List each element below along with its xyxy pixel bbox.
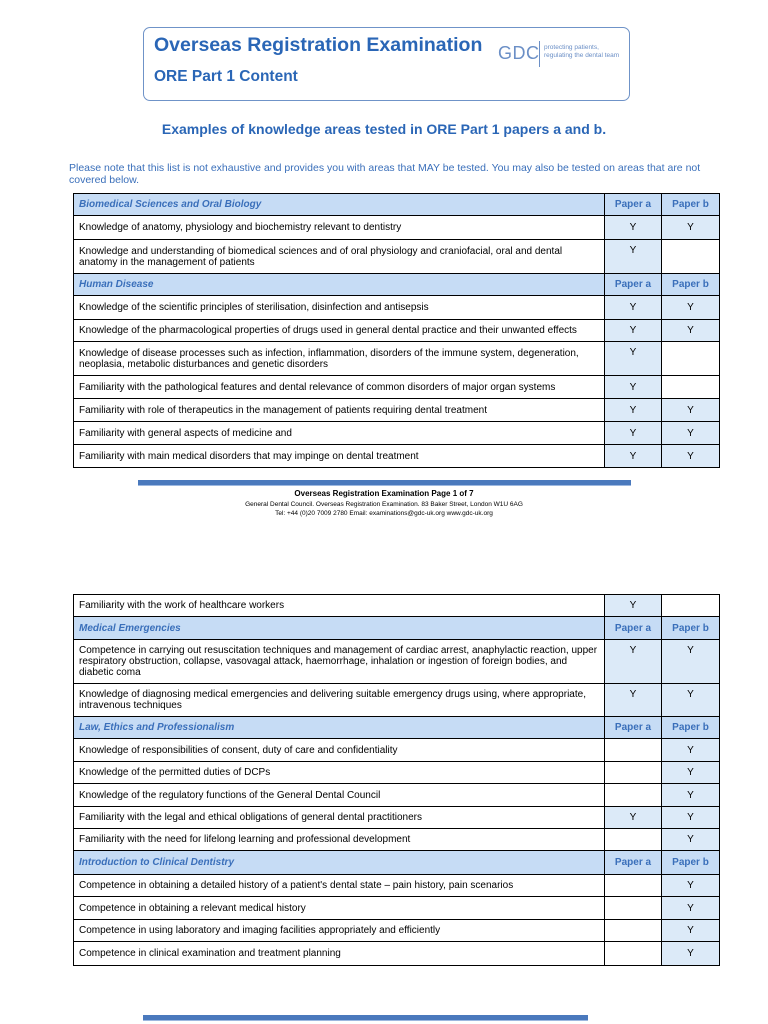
table-row: [74, 422, 720, 445]
table-row: [74, 920, 720, 942]
knowledge-area: Familiarity with role of therapeutics in the management of patients requiring dental treatment: [74, 399, 605, 422]
table-row: [74, 445, 720, 468]
footer-rule-page-2: [143, 1015, 588, 1021]
intro-note: Please note that this list is not exhaustive and provides you with areas that MAY be tested. You may also be tested on areas that are not covered below.: [69, 162, 701, 186]
table-2-body: [74, 595, 720, 966]
paper-a-cell: Y: [605, 595, 662, 617]
section-title: Introduction to Clinical Dentistry: [74, 851, 605, 875]
paper-b-cell: Y: [662, 762, 720, 784]
table-row: [74, 762, 720, 784]
table-row: [74, 595, 720, 617]
paper-a-cell: [605, 829, 662, 851]
logo-divider: [539, 41, 540, 67]
section-row-biomedical-sciences-and-oral-biology: [74, 194, 720, 216]
document-title: Overseas Registration Examination: [154, 34, 483, 56]
paper-a-cell: [605, 942, 662, 966]
table-row: [74, 640, 720, 684]
knowledge-area: Knowledge of responsibilities of consent, duty of care and confidentiality: [74, 739, 605, 762]
section-row-human-disease: [74, 274, 720, 296]
paper-b-cell: Y: [662, 684, 720, 717]
header-box: [143, 27, 630, 101]
section-row-medical-emergencies: [74, 617, 720, 640]
column-header-paper-b: Paper b: [662, 851, 720, 875]
footer-contact: Tel: +44 (0)20 7009 2780 Email: examinations@gdc-uk.org www.gdc-uk.org: [275, 510, 493, 517]
paper-b-cell: Y: [662, 897, 720, 920]
paper-b-cell: [662, 240, 720, 274]
section-row-law-ethics-and-professionalism: [74, 717, 720, 739]
paper-a-cell: Y: [605, 684, 662, 717]
paper-b-cell: Y: [662, 942, 720, 966]
paper-b-cell: Y: [662, 422, 720, 445]
table-row: [74, 320, 720, 342]
paper-b-cell: Y: [662, 320, 720, 342]
section-title: Biomedical Sciences and Oral Biology: [74, 194, 605, 216]
paper-a-cell: Y: [605, 320, 662, 342]
paper-a-cell: Y: [605, 342, 662, 376]
paper-a-cell: [605, 875, 662, 897]
knowledge-area: Competence in carrying out resuscitation techniques and management of cardiac arrest, anaphylactic reaction, upper respiratory obstruction, collapse, vasovagal attack, haemorrhage, inhalation or ingestion of foreign bodies, and diabetic coma: [74, 640, 605, 684]
knowledge-area: Knowledge of the scientific principles of sterilisation, disinfection and antisepsis: [74, 296, 605, 320]
section-title: Human Disease: [74, 274, 605, 296]
footer-address: General Dental Council. Overseas Registration Examination. 83 Baker Street, London W1U 6AG: [245, 501, 523, 508]
table-row: [74, 296, 720, 320]
logo-tagline-line-1: protecting patients,: [544, 44, 599, 51]
paper-b-cell: Y: [662, 296, 720, 320]
paper-b-cell: Y: [662, 216, 720, 240]
knowledge-area: Competence in obtaining a relevant medical history: [74, 897, 605, 920]
column-header-paper-a: Paper a: [605, 717, 662, 739]
table-row: [74, 942, 720, 966]
knowledge-area: Knowledge of the permitted duties of DCPs: [74, 762, 605, 784]
paper-a-cell: [605, 784, 662, 807]
knowledge-area: Knowledge of anatomy, physiology and biochemistry relevant to dentistry: [74, 216, 605, 240]
section-title: Law, Ethics and Professionalism: [74, 717, 605, 739]
column-header-paper-a: Paper a: [605, 617, 662, 640]
knowledge-area: Competence in obtaining a detailed history of a patient's dental state – pain history, pain scenarios: [74, 875, 605, 897]
table-row: [74, 897, 720, 920]
table-row: [74, 829, 720, 851]
paper-a-cell: Y: [605, 376, 662, 399]
column-header-paper-b: Paper b: [662, 194, 720, 216]
paper-a-cell: [605, 739, 662, 762]
table-row: [74, 684, 720, 717]
paper-a-cell: Y: [605, 296, 662, 320]
paper-b-cell: Y: [662, 399, 720, 422]
paper-b-cell: [662, 595, 720, 617]
paper-b-cell: Y: [662, 807, 720, 829]
paper-b-cell: Y: [662, 445, 720, 468]
paper-b-cell: [662, 342, 720, 376]
document-subtitle: ORE Part 1 Content: [154, 68, 298, 85]
knowledge-area: Familiarity with the work of healthcare workers: [74, 595, 605, 617]
content-table-part-1: [73, 193, 720, 468]
paper-b-cell: Y: [662, 640, 720, 684]
knowledge-area: Familiarity with general aspects of medicine and: [74, 422, 605, 445]
knowledge-area: Familiarity with the legal and ethical obligations of general dental practitioners: [74, 807, 605, 829]
column-header-paper-a: Paper a: [605, 851, 662, 875]
footer-rule: [138, 480, 631, 486]
logo-tagline-line-2: regulating the dental team: [544, 52, 620, 59]
table-row: [74, 216, 720, 240]
table-1-body: [74, 194, 720, 468]
paper-b-cell: Y: [662, 875, 720, 897]
knowledge-area: Familiarity with the pathological features and dental relevance of common disorders of major organ systems: [74, 376, 605, 399]
table-row: [74, 875, 720, 897]
table-row: [74, 807, 720, 829]
knowledge-area: Knowledge of the regulatory functions of the General Dental Council: [74, 784, 605, 807]
paper-a-cell: Y: [605, 640, 662, 684]
gdc-logo-mark: GDC: [498, 43, 540, 63]
knowledge-area: Knowledge of disease processes such as infection, inflammation, disorders of the immune system, degeneration, neoplasia, metabolic disturbances and genetic disorders: [74, 342, 605, 376]
knowledge-area: Knowledge of diagnosing medical emergencies and delivering suitable emergency drugs using, where appropriate, intravenous techniques: [74, 684, 605, 717]
paper-a-cell: [605, 762, 662, 784]
paper-b-cell: Y: [662, 784, 720, 807]
content-table-part-2: [73, 594, 720, 966]
knowledge-area: Knowledge of the pharmacological properties of drugs used in general dental practice and their unwanted effects: [74, 320, 605, 342]
table-row: [74, 240, 720, 274]
column-header-paper-b: Paper b: [662, 274, 720, 296]
knowledge-area: Familiarity with the need for lifelong learning and professional development: [74, 829, 605, 851]
footer-title: Overseas Registration Examination Page 1 of 7: [294, 489, 474, 498]
paper-a-cell: Y: [605, 445, 662, 468]
logo-tagline: [544, 44, 619, 60]
paper-a-cell: Y: [605, 240, 662, 274]
table-row: [74, 376, 720, 399]
paper-a-cell: Y: [605, 399, 662, 422]
knowledge-area: Competence in clinical examination and treatment planning: [74, 942, 605, 966]
paper-a-cell: [605, 920, 662, 942]
table-row: [74, 784, 720, 807]
paper-b-cell: Y: [662, 920, 720, 942]
knowledge-area: Competence in using laboratory and imaging facilities appropriately and efficiently: [74, 920, 605, 942]
page-heading: Examples of knowledge areas tested in ORE Part 1 papers a and b.: [161, 121, 607, 137]
table-row: [74, 399, 720, 422]
knowledge-area: Familiarity with main medical disorders that may impinge on dental treatment: [74, 445, 605, 468]
table-row: [74, 342, 720, 376]
column-header-paper-a: Paper a: [605, 274, 662, 296]
section-row-introduction-to-clinical-dentistry: [74, 851, 720, 875]
paper-b-cell: Y: [662, 739, 720, 762]
paper-b-cell: Y: [662, 829, 720, 851]
paper-a-cell: Y: [605, 807, 662, 829]
column-header-paper-b: Paper b: [662, 617, 720, 640]
column-header-paper-b: Paper b: [662, 717, 720, 739]
section-title: Medical Emergencies: [74, 617, 605, 640]
paper-a-cell: [605, 897, 662, 920]
paper-b-cell: [662, 376, 720, 399]
column-header-paper-a: Paper a: [605, 194, 662, 216]
table-row: [74, 739, 720, 762]
paper-a-cell: Y: [605, 216, 662, 240]
paper-a-cell: Y: [605, 422, 662, 445]
knowledge-area: Knowledge and understanding of biomedical sciences and of oral physiology and craniofacial, oral and dental anatomy in the management of patients: [74, 240, 605, 274]
